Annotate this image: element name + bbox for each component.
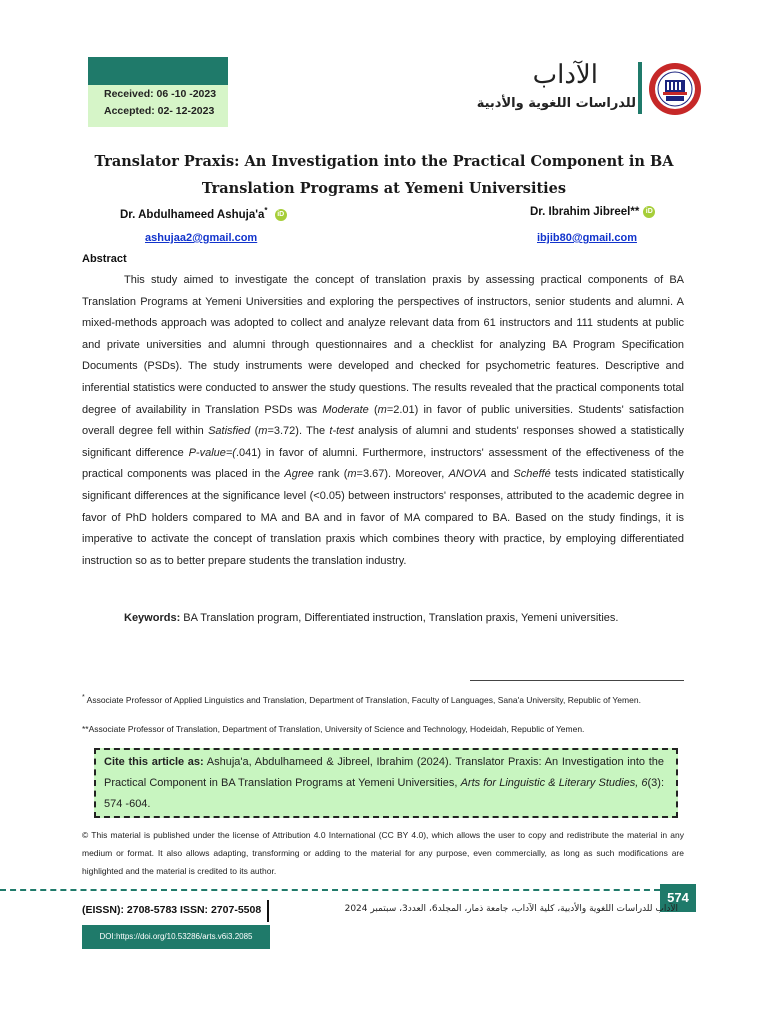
abstract-italic: Moderate bbox=[322, 403, 369, 416]
author-1-email-link[interactable]: ashujaa2@gmail.com bbox=[145, 232, 258, 244]
abstract-body bbox=[82, 270, 684, 572]
dates-box bbox=[88, 85, 228, 127]
issn: (EISSN): 2708-5783 ISSN: 2707-5508 bbox=[82, 904, 262, 916]
citation-text bbox=[104, 752, 664, 815]
footnote-1 bbox=[82, 688, 684, 709]
abstract-text: =2.01) in favor of public universities. Students' satisfaction overall degree fell within bbox=[82, 403, 684, 438]
footnote-1-text: Associate Professor of Applied Linguistics and Translation, Department of Translation, Faculty of Languages, Sana'a University, Republic of Yemen. bbox=[84, 694, 641, 705]
footer-journal-arabic: الآداب للدراسات اللغوية والأدبية، كلية الآداب، جامعة ذمار، المجلد6، العدد3، سبتمبر 2024 bbox=[344, 904, 678, 914]
footnote-2: **Associate Professor of Translation, Department of Translation, University of Science and Technology, Hodeidah, Republic of Yemen. bbox=[82, 724, 585, 734]
keywords-text: BA Translation program, Differentiated instruction, Translation praxis, Yemeni universities. bbox=[180, 612, 619, 624]
keywords-label: Keywords: bbox=[124, 612, 181, 624]
abstract-text: analysis of alumni and students' responses showed a statistically significant difference bbox=[82, 425, 684, 459]
author-1-mark: * bbox=[264, 206, 268, 215]
abstract-italic: t-test bbox=[329, 425, 354, 438]
abstract-italic: Agree bbox=[284, 468, 314, 481]
citation-body: Ashuja'a, Abdulhameed & Jibreel, Ibrahim (2024). Translator Praxis: An Investigation into the Practical Component in BA Translation Programs at Yemeni Universities, bbox=[104, 756, 664, 789]
author-1-name: Dr. Abdulhameed Ashuja'a bbox=[120, 208, 265, 221]
citation-box bbox=[94, 748, 678, 818]
doi-link[interactable]: DOI:https://doi.org/10.53286/arts.v6i3.2085 bbox=[82, 925, 270, 949]
abstract-text: .041) in favor of alumni. Furthermore, instructors' assessment of the effectiveness of the practical components was placed in the bbox=[82, 446, 684, 481]
abstract-text: and bbox=[486, 468, 514, 481]
author-1 bbox=[120, 206, 287, 221]
author-2-name: Dr. Ibrahim Jibreel** bbox=[530, 206, 640, 219]
footer-rule bbox=[0, 889, 660, 891]
dates-header-bar bbox=[88, 57, 228, 85]
page-number: 574 bbox=[660, 884, 696, 912]
abstract-italic: P-value=( bbox=[188, 446, 236, 459]
abstract-text: ( bbox=[250, 425, 259, 438]
footnote-rule bbox=[470, 680, 684, 681]
abstract-italic: m bbox=[347, 468, 357, 481]
abstract-italic: m bbox=[258, 425, 268, 438]
received-date: Received: 06 -10 -2023 bbox=[104, 88, 217, 100]
abstract-text: =3.72). The bbox=[267, 425, 330, 438]
abstract-text: ( bbox=[368, 403, 378, 416]
abstract-italic: ANOVA bbox=[448, 468, 487, 481]
abstract-heading: Abstract bbox=[82, 253, 127, 265]
abstract-text: rank ( bbox=[313, 468, 348, 481]
abstract-text: tests indicated statistically significant differences at the significance level (<0.05) between instructors' responses, attributed to the academic degree in favor of PhD holders compared to MA and BA and in favor of MA compared to BA. Based on the study findings, it is imperative to activate the concept of translation praxis which combines theory with practice, by employing differentiated instruction so as to better prepare students the translation industry. bbox=[82, 468, 684, 567]
journal-title-arabic: الآداب bbox=[532, 60, 598, 90]
author-2 bbox=[530, 206, 655, 218]
citation-label: Cite this article as: bbox=[104, 756, 204, 768]
abstract-text: =3.67). Moreover, bbox=[356, 468, 449, 481]
university-seal-logo bbox=[648, 62, 702, 116]
abstract-italic: Scheffé bbox=[513, 468, 551, 481]
abstract-text: This study aimed to investigate the concept of translation praxis by assessing practical components of BA Translation Programs at Yemeni Universities and exploring the perspectives of instructors, senior students and alumni. A mixed-methods approach was adopted to collect and analyze relevant data from 61 instructors and 111 students at public and private universities and alumni through questionnaires and a checklist for analyzing BA Program Specification Documents (PSDs). The study instruments were developed and checked for psychometric features. Descriptive and inferential statistics were conducted to answer the study questions. The results revealed that the practical components total degree of availability in Translation PSDs was bbox=[82, 274, 684, 416]
issn-divider bbox=[267, 900, 269, 922]
abstract-italic: m bbox=[377, 403, 387, 416]
orcid-icon[interactable]: iD bbox=[643, 206, 655, 218]
orcid-icon[interactable]: iD bbox=[275, 209, 287, 221]
header-divider bbox=[638, 62, 642, 114]
accepted-date: Accepted: 02- 12-2023 bbox=[104, 105, 215, 117]
citation-journal: Arts for Linguistic & Literary Studies, 6 bbox=[460, 777, 648, 789]
keywords bbox=[124, 612, 618, 624]
citation-pages: (3): 574 -604. bbox=[104, 777, 665, 810]
license-notice: © This material is published under the license of Attribution 4.0 International (CC BY 4.0), which allows the user to copy and redistribute the material in any medium or format. It also allows adapting, transforming or adding to the material for any purpose, even commercially, as long as such modifications are highlighted and the material is credited to its author. bbox=[82, 830, 684, 876]
journal-subtitle-arabic: للدراسات اللغوية والأدبية bbox=[476, 96, 636, 111]
abstract-italic: Satisfied bbox=[208, 425, 251, 438]
footnote-1-mark: * bbox=[82, 693, 85, 701]
article-title: Translator Praxis: An Investigation into the Practical Component in BA Translation Programs at Yemeni Universities bbox=[94, 153, 674, 197]
author-2-email-link[interactable]: ibjib80@gmail.com bbox=[537, 232, 637, 244]
